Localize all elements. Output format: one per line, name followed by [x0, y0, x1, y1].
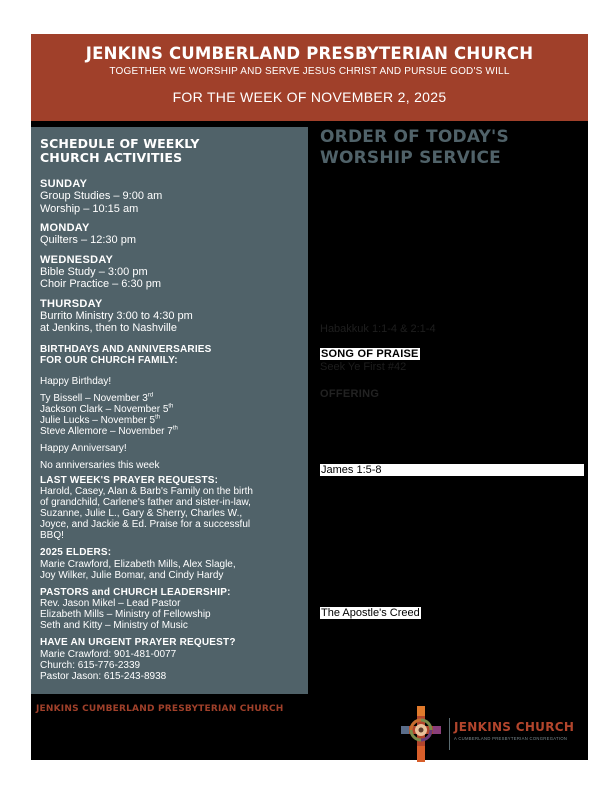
- prayer-heading: LAST WEEK'S PRAYER REQUESTS:: [40, 474, 219, 486]
- elders-heading: 2025 ELDERS:: [40, 547, 112, 558]
- church-tagline: TOGETHER WE WORSHIP AND SERVE JESUS CHRIST AND PURSUE GOD'S WILL: [109, 66, 510, 77]
- schedule-item: Choir Practice – 6:30 pm: [40, 278, 162, 290]
- urgent-contact: Marie Crawford: 901-481-0077: [40, 648, 177, 660]
- birthdays-heading: [40, 344, 299, 367]
- birthday-text: Ty Bissell – November 3: [40, 392, 148, 404]
- schedule-title-line2: CHURCH ACTIVITIES: [40, 150, 183, 165]
- prayer-list: [40, 486, 299, 541]
- elders-line: Joy Wilker, Julie Bomar, and Cindy Hardy: [40, 569, 224, 581]
- order-title-line1: ORDER OF TODAY'S: [320, 127, 509, 147]
- prayer-line: Harold, Casey, Alan & Barb's Family on the birth: [40, 486, 253, 497]
- ordinal-suffix: th: [168, 403, 174, 410]
- header-banner: [31, 34, 588, 121]
- scripture-reading-2: [320, 464, 584, 476]
- urgent-contact: Pastor Jason: 615-243-8938: [40, 670, 167, 682]
- birthdays-heading-line1: BIRTHDAYS AND ANNIVERSARIES: [40, 343, 212, 355]
- day-wednesday: WEDNESDAY: [40, 253, 114, 266]
- schedule-item: Worship – 10:15 am: [40, 202, 139, 215]
- song-title: Seek Ye First #42: [320, 361, 407, 373]
- leadership-line: Seth and Kitty – Ministry of Music: [40, 620, 188, 631]
- logo-divider: [449, 718, 450, 750]
- creed-text: The Apostle's Creed: [321, 607, 420, 619]
- schedule-panel: [31, 127, 308, 694]
- logo-brand-name: JENKINS CHURCH: [454, 720, 575, 734]
- schedule-title: [40, 137, 299, 165]
- footer-church-name: JENKINS CUMBERLAND PRESBYTERIAN CHURCH: [36, 704, 284, 714]
- birthday-text: Julie Lucks – November 5: [40, 414, 156, 426]
- elders-line: Marie Crawford, Elizabeth Mills, Alex Slagle,: [40, 558, 236, 570]
- anniversary-text: No anniversaries this week: [40, 459, 160, 471]
- prayer-line: of grandchild, Carlene's father and sister-in-law,: [40, 497, 251, 508]
- prayer-line: BBQ!: [40, 530, 64, 541]
- church-logo: [399, 706, 579, 762]
- logo-subtitle: A CUMBERLAND PRESBYTERIAN CONGREGATION: [454, 736, 568, 741]
- schedule-title-line1: SCHEDULE OF WEEKLY: [40, 136, 200, 151]
- birthday-text: Jackson Clark – November 5: [40, 403, 169, 415]
- day-sunday: SUNDAY: [40, 178, 88, 190]
- leadership-line: Rev. Jason Mikel – Lead Pastor: [40, 598, 181, 609]
- birthday-item: [40, 393, 299, 404]
- schedule-item: Group Studies – 9:00 am: [40, 190, 163, 202]
- birthdays-heading-line2: FOR OUR CHURCH FAMILY:: [40, 355, 178, 366]
- week-date: FOR THE WEEK OF NOVEMBER 2, 2025: [172, 89, 447, 105]
- schedule-item: Bible Study – 3:00 pm: [40, 265, 148, 278]
- birthday-list: [40, 393, 299, 437]
- offering-heading: OFFERING: [320, 388, 380, 400]
- order-title: [320, 127, 588, 169]
- prayer-line: Joyce, and Jackie & Ed. Praise for a successful: [40, 519, 251, 530]
- urgent-contact: Church: 615-776-2339: [40, 659, 141, 671]
- church-title: JENKINS CUMBERLAND PRESBYTERIAN CHURCH: [85, 44, 534, 63]
- schedule-item: Quilters – 12:30 pm: [40, 234, 136, 246]
- day-monday: MONDAY: [40, 222, 90, 234]
- schedule-item: at Jenkins, then to Nashville: [40, 322, 177, 334]
- birthday-text: Steve Allemore – November 7: [40, 425, 173, 437]
- birthday-item: [40, 404, 299, 415]
- bulletin-page: [31, 34, 588, 760]
- order-title-line2: WORSHIP SERVICE: [320, 148, 501, 168]
- day-thursday: THURSDAY: [40, 297, 103, 310]
- schedule-item: Burrito Ministry 3:00 to 4:30 pm: [40, 309, 193, 322]
- leadership-line: Elizabeth Mills – Ministry of Fellowship: [40, 609, 211, 620]
- scripture-reading-1: Habakkuk 1:1-4 & 2:1-4: [320, 323, 436, 335]
- scripture-reading-2-text: James 1:5-8: [321, 464, 382, 476]
- leadership-heading: PASTORS and CHURCH LEADERSHIP:: [40, 586, 231, 598]
- ordinal-suffix: th: [155, 414, 161, 421]
- prayer-line: Suzanne, Julie L., Gary & Sherry, Charles W.,: [40, 508, 243, 519]
- birthday-label: Happy Birthday!: [40, 375, 112, 387]
- cross-logo-icon: [399, 706, 443, 762]
- ordinal-suffix: rd: [147, 392, 154, 399]
- anniversary-label: Happy Anniversary!: [40, 442, 127, 454]
- birthday-item: [40, 415, 299, 426]
- creed: [320, 607, 421, 619]
- urgent-heading: HAVE AN URGENT PRAYER REQUEST?: [40, 637, 236, 648]
- song-heading: [320, 348, 420, 360]
- song-heading-label: SONG OF PRAISE: [321, 348, 419, 360]
- ordinal-suffix: th: [172, 425, 178, 432]
- birthday-item: [40, 426, 299, 437]
